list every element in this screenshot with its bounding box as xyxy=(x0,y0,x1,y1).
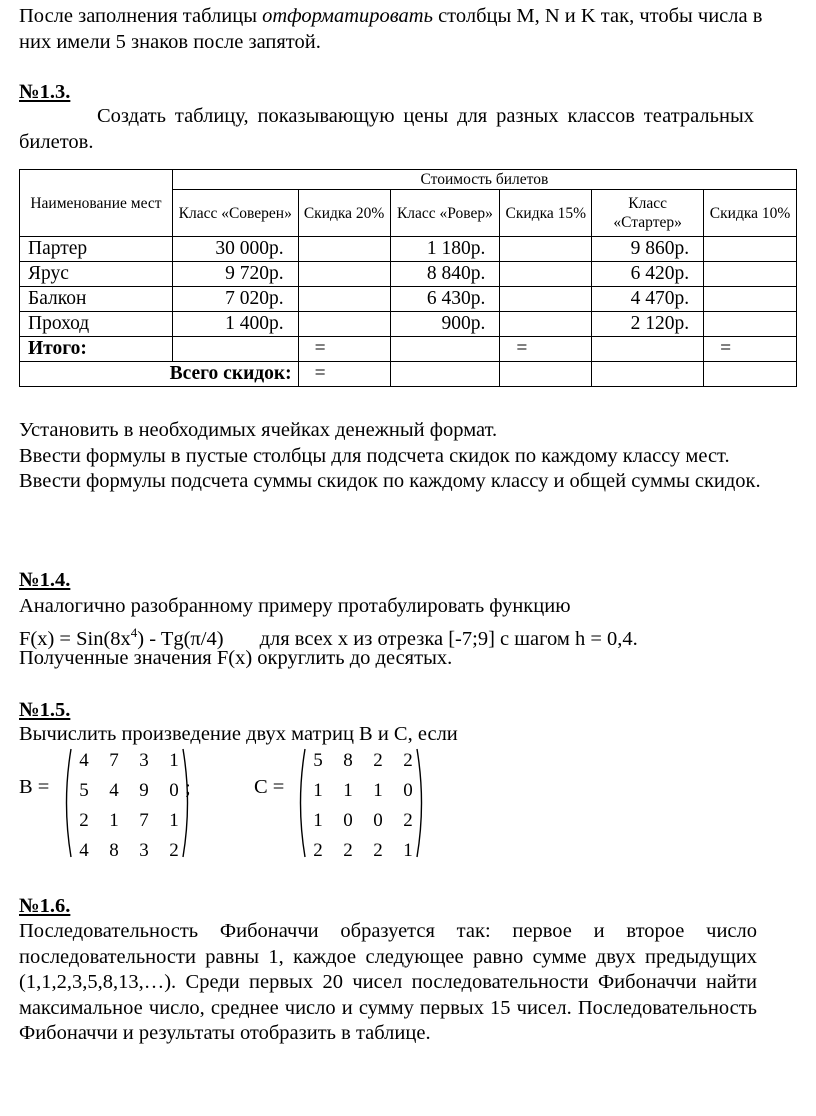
matrix-c-entry: 2 xyxy=(403,810,413,831)
empty-cell xyxy=(704,287,797,312)
instruction-line: Ввести формулы в пустые столбцы для подсчета скидок по каждому классу мест. xyxy=(19,444,730,467)
empty-cell xyxy=(390,337,500,362)
semicolon: ; xyxy=(185,777,191,799)
col-discount-20: Скидка 20% xyxy=(298,190,390,237)
col-class-starter: Класс «Стартер» xyxy=(592,190,704,237)
table-row xyxy=(20,312,797,337)
empty-cell xyxy=(298,312,390,337)
matrix-c-entry: 2 xyxy=(373,840,383,861)
empty-cell xyxy=(390,362,500,387)
price-cell: 8 840р. xyxy=(390,262,500,287)
all-discounts-row xyxy=(20,362,797,387)
matrix-b-entry: 4 xyxy=(79,750,89,771)
table-header-row xyxy=(20,170,797,190)
table-row xyxy=(20,237,797,262)
task-1-5-line: Вычислить произведение двух матриц B и C, если xyxy=(19,723,458,745)
empty-cell xyxy=(298,237,390,262)
row-name: Проход xyxy=(20,312,173,337)
table-row xyxy=(20,287,797,312)
name-header: Наименование мест xyxy=(20,170,173,237)
group-header: Стоимость билетов xyxy=(172,170,796,190)
matrix-b-entry: 2 xyxy=(79,810,89,831)
intro-paragraph xyxy=(19,4,779,55)
row-name: Партер xyxy=(20,237,173,262)
matrix-b-entry: 8 xyxy=(109,840,119,861)
empty-cell xyxy=(298,287,390,312)
formula-part: ) - Tg(π/4) xyxy=(137,627,224,650)
col-class-rover: Класс «Ровер» xyxy=(390,190,500,237)
matrix-c-entry: 2 xyxy=(373,750,383,771)
ticket-prices-table xyxy=(19,169,797,387)
task-1-6-text: Последовательность Фибоначчи образуется так: первое и второе число последовательности равны 1, каждое следующее равно сумме двух предыдущих (1,1,2,3,5,8,13,…). Среди первых 20 чисел последовательности Фибоначчи найти максимальное число, среднее число и сумму первых 15 чисел. Последовательность Фибоначчи и результаты отобразить в таблице. xyxy=(19,920,757,1044)
matrix-b-entry: 9 xyxy=(139,780,149,801)
matrix-b-entry: 1 xyxy=(109,810,119,831)
instruction-line: Ввести формулы подсчета суммы скидок по каждому классу и общей суммы скидок. xyxy=(19,470,761,492)
matrix-c-entry: 2 xyxy=(343,840,353,861)
task-1-3-instructions xyxy=(19,418,764,495)
total-row xyxy=(20,337,797,362)
empty-cell xyxy=(704,237,797,262)
price-cell: 6 420р. xyxy=(592,262,704,287)
matrix-b-entry: 3 xyxy=(139,750,149,771)
price-cell: 1 180р. xyxy=(390,237,500,262)
price-cell: 2 120р. xyxy=(592,312,704,337)
total-formula-cell: = xyxy=(298,337,390,362)
intro-emphasis: отформатировать xyxy=(262,5,433,27)
matrix-c-entry: 1 xyxy=(313,810,323,831)
row-name: Балкон xyxy=(20,287,173,312)
matrix-c-entry: 0 xyxy=(403,780,413,801)
task-1-4-line: Полученные значения F(x) округлить до десятых. xyxy=(19,647,453,669)
matrix-b-entry: 2 xyxy=(169,840,179,861)
empty-cell xyxy=(592,362,704,387)
matrix-c-label: C = xyxy=(254,776,285,798)
table-row xyxy=(20,262,797,287)
matrix-b-entry: 7 xyxy=(139,810,149,831)
matrix-b-entry: 4 xyxy=(79,840,89,861)
matrix-b-entry: 0 xyxy=(169,780,179,801)
total-formula-cell: = xyxy=(704,337,797,362)
intro-text: После заполнения таблицы xyxy=(19,5,263,27)
task-1-4-line: Аналогично разобранному примеру протабулировать функцию xyxy=(19,595,571,617)
task-1-5-heading: №1.5. xyxy=(19,699,71,721)
matrix-c xyxy=(295,743,445,863)
matrix-b-entry: 3 xyxy=(139,840,149,861)
formula-part: F(x) = Sin(8x xyxy=(19,627,131,650)
price-cell: 30 000р. xyxy=(172,237,298,262)
empty-cell xyxy=(500,262,592,287)
price-cell: 9 720р. xyxy=(172,262,298,287)
matrix-b-entry: 5 xyxy=(79,780,89,801)
matrix-c-entry: 0 xyxy=(343,810,353,831)
price-cell: 1 400р. xyxy=(172,312,298,337)
task-1-3-heading: №1.3. xyxy=(19,81,71,103)
matrix-c-entry: 2 xyxy=(403,750,413,771)
matrix-b xyxy=(61,743,211,863)
intro-text-tail: столбцы M, N и K так, чтобы числа в них имели 5 знаков после запятой. xyxy=(19,5,763,53)
empty-cell xyxy=(704,262,797,287)
total-formula-cell: = xyxy=(500,337,592,362)
matrix-b-entry: 7 xyxy=(109,750,119,771)
total-label: Итого: xyxy=(20,337,173,362)
empty-cell xyxy=(172,337,298,362)
matrix-b-entry: 4 xyxy=(109,780,119,801)
instruction-line: Установить в необходимых ячейках денежный формат. xyxy=(19,419,498,441)
matrix-c-entry: 8 xyxy=(343,750,353,771)
price-cell: 4 470р. xyxy=(592,287,704,312)
matrix-c-entry: 1 xyxy=(313,780,323,801)
price-cell: 9 860р. xyxy=(592,237,704,262)
all-discounts-label: Всего скидок: xyxy=(20,362,299,387)
matrix-c-entry: 1 xyxy=(403,840,413,861)
matrix-c-entry: 1 xyxy=(343,780,353,801)
matrix-b-entry: 1 xyxy=(169,810,179,831)
task-1-3-description: Создать таблицу, показывающую цены для разных классов театральных билетов. xyxy=(19,105,754,153)
empty-cell xyxy=(500,287,592,312)
price-cell: 7 020р. xyxy=(172,287,298,312)
empty-cell xyxy=(592,337,704,362)
empty-cell xyxy=(298,262,390,287)
matrix-b-entry: 1 xyxy=(169,750,179,771)
matrix-c-entry: 0 xyxy=(373,810,383,831)
matrix-b-label: B = xyxy=(19,776,50,798)
matrix-c-entry: 1 xyxy=(373,780,383,801)
formula-exponent: 4 xyxy=(130,625,138,640)
empty-cell xyxy=(704,362,797,387)
task-1-6-heading: №1.6. xyxy=(19,895,71,917)
price-cell: 900р. xyxy=(390,312,500,337)
formula-range: для всех x из отрезка [-7;9] с шагом h = 0,4. xyxy=(259,627,638,650)
all-discounts-formula-cell: = xyxy=(298,362,390,387)
col-class-sovereign: Класс «Соверен» xyxy=(172,190,298,237)
task-1-4-heading: №1.4. xyxy=(19,569,71,591)
col-discount-15: Скидка 15% xyxy=(500,190,592,237)
col-discount-10: Скидка 10% xyxy=(704,190,797,237)
empty-cell xyxy=(500,362,592,387)
price-cell: 6 430р. xyxy=(390,287,500,312)
empty-cell xyxy=(704,312,797,337)
matrix-c-entry: 5 xyxy=(313,750,323,771)
empty-cell xyxy=(500,237,592,262)
empty-cell xyxy=(500,312,592,337)
row-name: Ярус xyxy=(20,262,173,287)
matrix-c-entry: 2 xyxy=(313,840,323,861)
